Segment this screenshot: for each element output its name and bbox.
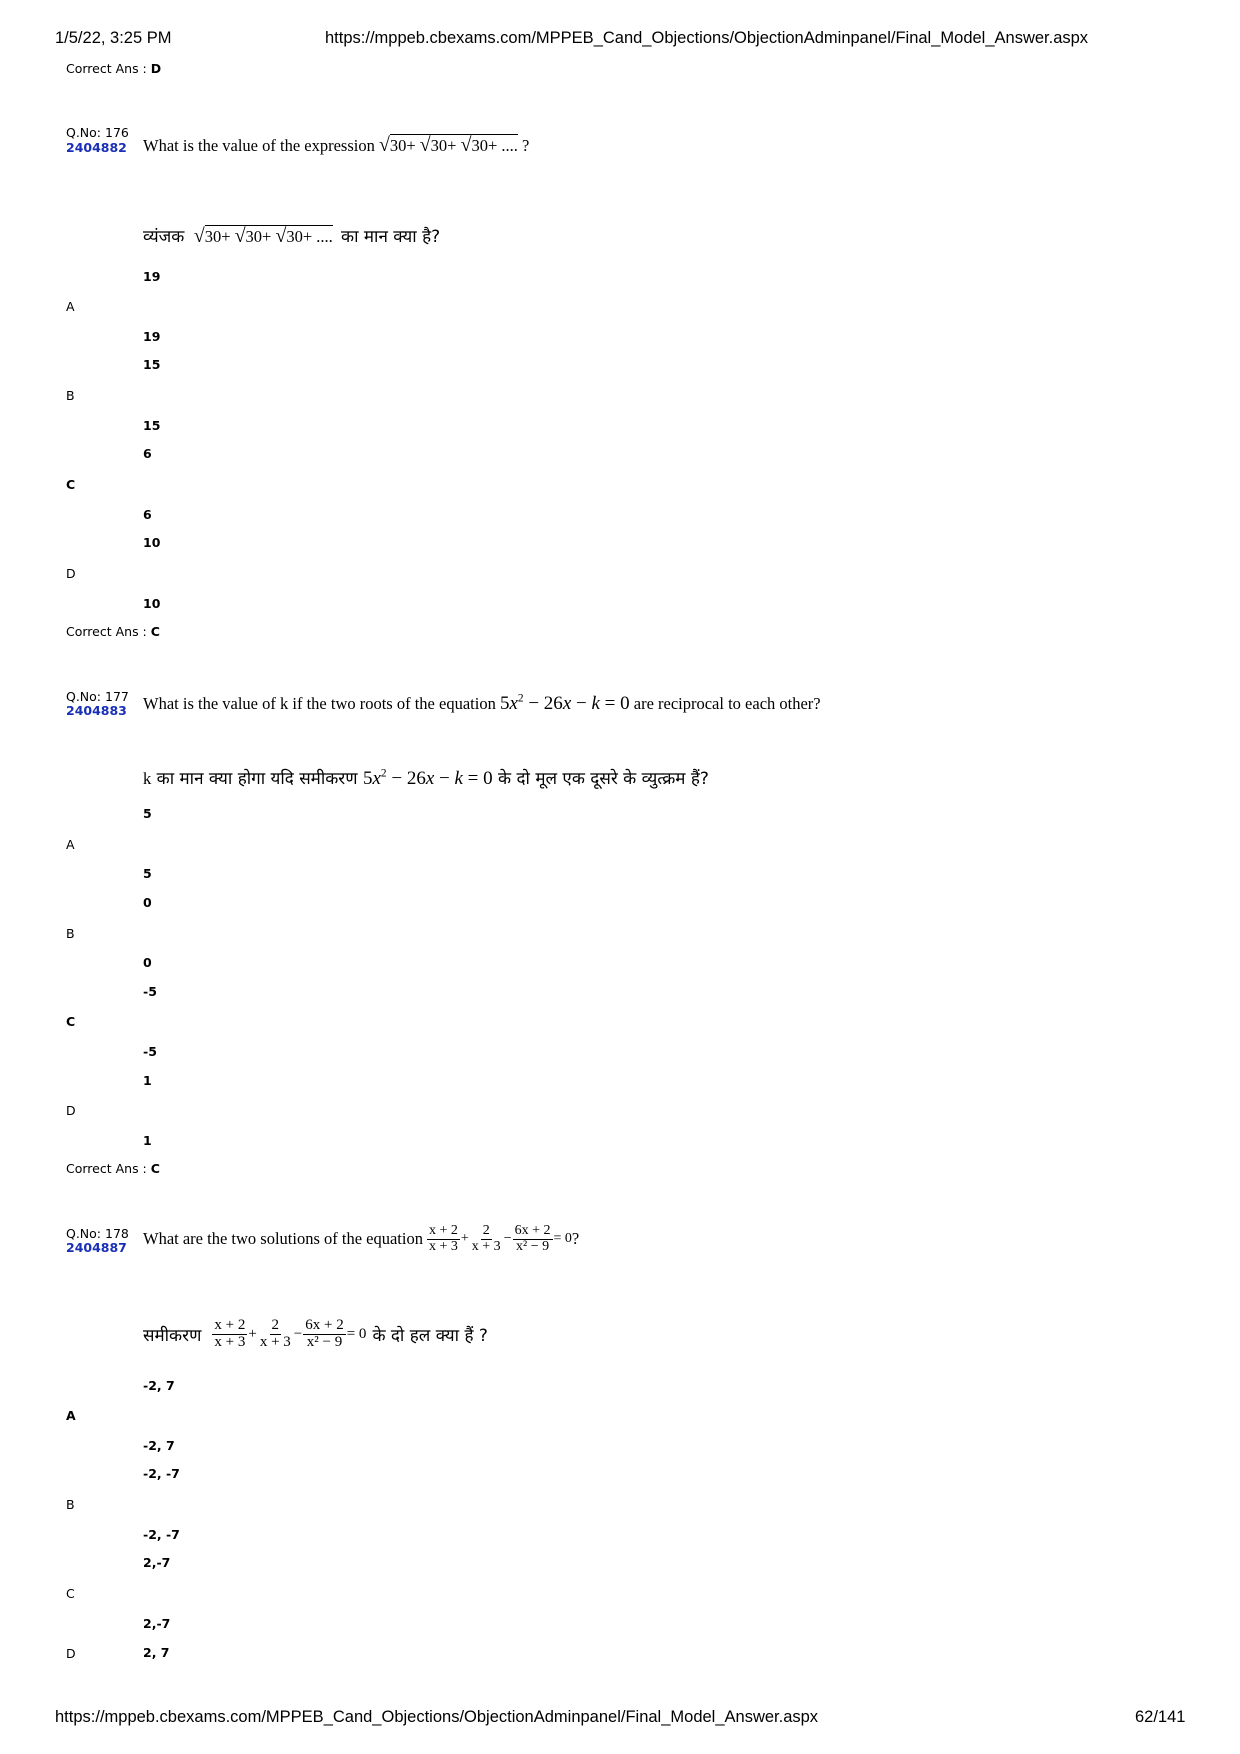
question-id: 2404887 [66,1240,127,1255]
question-number: Q.No: 178 [66,1226,129,1241]
question-text-suffix: ? [522,136,530,155]
option-letter: D [66,566,76,581]
correct-answer-label: Correct Ans : [66,624,147,639]
option-letter: B [66,1497,75,1512]
correct-answer-value: C [150,624,160,639]
fraction-denominator: x + 3 [471,1238,501,1254]
correct-answer [66,624,160,639]
option-text: 1 [143,1073,152,1088]
question-text-suffix: का मान क्या है? [341,227,441,247]
option-letter-correct: A [66,1408,76,1423]
option-letter: C [66,1586,75,1601]
option-letter: A [66,299,75,314]
question-text-english [143,1224,579,1254]
question-text-suffix: के दो हल क्या हैं ? [372,1325,488,1346]
option-value: 6 [143,507,152,522]
question-text-prefix: समीकरण [143,1325,202,1346]
option-letter: A [66,837,75,852]
question-text-suffix: are reciprocal to each other? [633,694,821,713]
correct-answer-previous [66,61,161,76]
fraction-numerator: 6x + 2 [305,1317,344,1333]
option-letter-correct: C [66,477,76,492]
variable-k: k [143,769,152,788]
option-value: -5 [143,1044,157,1059]
print-url-header[interactable]: https://mppeb.cbexams.com/MPPEB_Cand_Objections/ObjectionAdminpanel/Final_Model_Answer.aspx [325,29,1089,47]
equals-zero: = 0 [346,1325,367,1342]
option-value: -2, 7 [143,1438,175,1453]
fraction-denominator: x² − 9 [306,1333,343,1350]
option-text: 6 [143,446,152,461]
print-datetime: 1/5/22, 3:25 PM [55,29,172,47]
correct-answer-label: Correct Ans : [66,61,147,76]
question-text-prefix: का मान क्या होगा यदि समीकरण [156,769,358,789]
fraction-numerator: 6x + 2 [514,1223,551,1238]
fraction-denominator: x + 3 [214,1333,246,1350]
option-text: 19 [143,269,161,284]
option-text: 5 [143,806,152,821]
question-id: 2404882 [66,140,127,155]
fraction-numerator: 2 [482,1223,490,1238]
question-text-hindi [143,224,440,248]
equation: $5x^2 - 26x - k = 0$ [362,767,493,789]
question-number: Q.No: 177 [66,689,129,704]
fraction-numerator: x + 2 [428,1223,458,1238]
option-text: -5 [143,984,157,999]
fraction-denominator: x + 3 [428,1238,458,1254]
equals-zero: = 0 [553,1231,572,1247]
option-text: 10 [143,535,161,550]
question-text-prefix: What is the value of the expression [143,136,375,155]
equation: $5x^2 - 26x - k = 0$ [499,692,630,714]
option-letter: B [66,926,75,941]
question-text-prefix: What is the value of k if the two roots of the equation [143,694,496,713]
option-value: 15 [143,418,161,433]
nested-radical-expression: √30+ √30+ √30+ .... [378,134,518,156]
option-text: 2, 7 [143,1645,170,1660]
fraction-numerator: x + 2 [214,1317,246,1333]
option-value: -2, -7 [143,1527,180,1542]
correct-answer-value: D [150,61,162,76]
rational-equation: $\frac{x + 2}{x + 3}$ + $\frac{2}{x + 3}$ − $\frac{6x + 2}{\text{x² − 9}}$ = 0 [214,1317,367,1350]
option-text: 0 [143,895,152,910]
option-text: -2, -7 [143,1466,180,1481]
correct-answer-label: Correct Ans : [66,1161,147,1176]
question-number: Q.No: 176 [66,125,129,140]
question-text-suffix: के दो मूल एक दूसरे के व्युत्क्रम हैं? [498,769,709,789]
option-value: 1 [143,1133,152,1148]
rational-equation: $\frac{x + 2}{x + 3}$ + $\frac{2}{x + 3}$ − $\frac{6x + 2}{\text{x² − 9}}$ = 0 [428,1223,572,1254]
option-value: 10 [143,596,161,611]
option-letter-correct: C [66,1014,76,1029]
option-letter: B [66,388,75,403]
question-text-suffix: ? [571,1229,580,1249]
option-text: -2, 7 [143,1378,175,1393]
question-text-english [143,693,821,715]
question-id: 2404883 [66,703,127,718]
correct-answer-value: C [150,1161,160,1176]
fraction-numerator: 2 [271,1317,280,1333]
question-text-prefix: व्यंजक [143,227,185,247]
option-value: 2,-7 [143,1616,171,1631]
page-number: 62/141 [1135,1708,1186,1726]
question-text-english [143,134,529,157]
fraction-denominator: x + 3 [259,1333,291,1350]
question-text-prefix: What are the two solutions of the equation [143,1229,423,1249]
question-text-hindi [143,1318,488,1351]
correct-answer [66,1161,160,1176]
question-text-hindi [143,766,709,790]
option-text: 15 [143,357,161,372]
print-url-footer[interactable]: https://mppeb.cbexams.com/MPPEB_Cand_Objections/ObjectionAdminpanel/Final_Model_Answer.aspx [55,1708,819,1726]
nested-radical-expression: √30+ √30+ √30+ .... [193,225,333,247]
fraction-denominator: x² − 9 [516,1238,550,1254]
option-value: 5 [143,866,152,881]
option-letter: D [66,1103,76,1118]
option-value: 19 [143,329,161,344]
option-letter: D [66,1646,76,1661]
option-value: 0 [143,955,152,970]
option-text: 2,-7 [143,1555,171,1570]
